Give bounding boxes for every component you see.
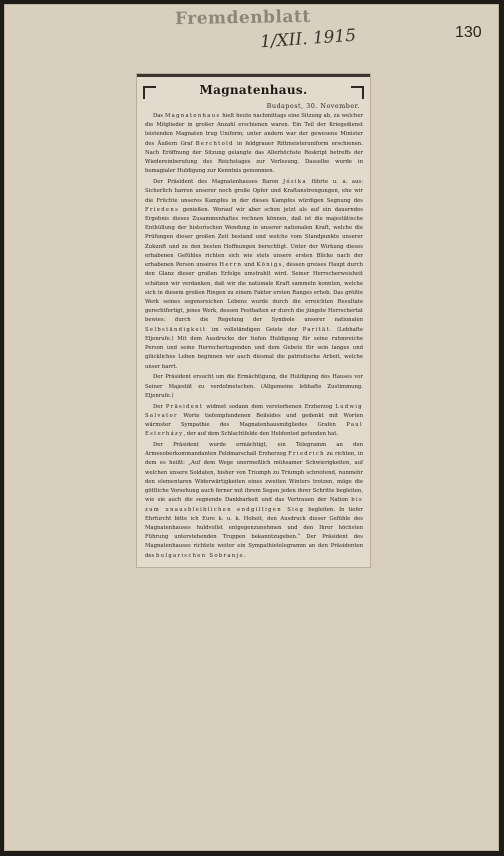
clipping-top-rule — [137, 74, 370, 77]
handwritten-date: 1/XII. 1915 — [259, 25, 357, 53]
archive-sheet — [4, 4, 499, 851]
text-run: Der Präsident ersucht um die Ermächtigung, die Huldigung des Hauses vor Seiner Majestät zu verdolmetschen. (Allgemeine lebhafte Zustimmung. Eljenrufe.) — [145, 374, 363, 399]
page-number: 130 — [455, 24, 482, 41]
text-run: begleiten. In tiefer Ehrfurcht bitte ich Eure k. u. k. Hoheit, den Ausdruck dieser Gefühle des Magnatenhauses huldvollst entgegenzunehmen und den Ihrer höchsten Führung unterstehenden Truppen bekanntzugeben.“ Der Präsident des Magnatenhauses richtete weiter ein Sympathietelegramm an den Präsidenten des — [145, 506, 363, 559]
article-dateline: Budapest, 30. November. — [266, 102, 360, 110]
spaced-emphasis: bis zum unausbleiblichen endgiltigen Sieg — [145, 497, 363, 513]
spaced-emphasis: Königs — [256, 262, 283, 269]
text-run: Der Präsident wurde ermächtigt, ein Telegramm an den Armeeoberkommandanten Feldmarschall Erzherzog — [145, 442, 363, 458]
text-run: zu richten, in dem es heißt: „Auf dem Wege unermeßlich mühsamer Schwierigkeiten, auf welchen unsere Soldaten, bisher von Triumph zu Triumph schreitend, nunmehr den elementaren Widerwärtigkeiten eines zweiten Winters trotzen, möge die göttliche Vorsehung auch ferner mit ihrem Segen jeden ihrer Schritte begleiten, wie sie auch die segnende Dankbarkeit und das Vertrauen der Nation — [145, 451, 363, 504]
text-run: widmet sodann dem verstorbenen Erzherzog — [203, 403, 336, 410]
spaced-emphasis: Jósika — [282, 179, 307, 186]
text-run: . — [243, 552, 246, 559]
text-run: , der auf dem Schlachtfelde den Heldentod gefunden hat. — [183, 431, 339, 438]
text-run: führte u. a. aus: Sicherlich harren unserer noch große Opfer und Kraftanstrengungen, ehe wir die Früchte unseres Kampfes in der dieses Kampfes würdigen Segnung des — [145, 179, 363, 204]
newspaper-stamp: Fremdenblatt — [174, 6, 311, 30]
text-run: im vollständigen Geiste der — [206, 326, 303, 333]
spaced-emphasis: Paul Esterházy — [145, 422, 363, 438]
article-paragraph — [145, 441, 363, 561]
article-paragraph — [145, 178, 363, 372]
spaced-emphasis: Präsident — [165, 403, 204, 410]
text-run: , dessen greises Haupt durch den Glanz dieser großen Erfolge umstrahlt wird. Seiner Herrscherweisheit schätzen wir verdanken, daß wir die nationale Kraft sammeln konnten, welche sich in diesem großen Ringen zu einem Faktor ersten Ranges erhob. Das größte Werk seines segensreichen Lebens wurde durch die erreichten Resultate gerechtfertigt, jenes Werk, dessen Festhalten er durch die jüngste Herrschertat bewies: durch die Regelung der Symbole unserer nationalen — [145, 262, 363, 324]
spaced-emphasis: Ludwig Salvator — [145, 403, 363, 419]
text-run: und — [242, 262, 257, 269]
article-body — [145, 112, 363, 563]
article-headline: Magnatenhaus. — [199, 83, 308, 97]
text-run: Worte tiefempfundenen Beileides und gedenkt mit Worten wärmster Sympathie des Magnatenhausmitgliedes Grafen — [145, 412, 363, 428]
newspaper-clipping — [136, 73, 371, 568]
spaced-emphasis: Friedens — [145, 206, 180, 213]
text-run: genießen. Worauf wir aber schon jetzt als auf ein dauerndes Ergebnis dieses Zusammenhaltes rechnen können, daß ist die majestätische Enthüllung der historischen Wendung in unserer nationalen Kraft, welche die Prüfungen dieser großen Zeit bestand und welche vom Standpunkte unserer Zukunft und zu den besten Hoffnungen berechtigt. Unter der Wirkung dieses erhabenen Gefühles richten sich wie stets unsere ersten Blicke nach der erhabenen Person unseres — [145, 206, 363, 269]
spaced-emphasis: Friedrich — [288, 451, 325, 458]
text-run: Das — [153, 113, 165, 119]
article-paragraph — [145, 403, 363, 440]
article-paragraph — [145, 112, 363, 177]
spaced-emphasis: Berchtold — [195, 140, 234, 147]
spaced-emphasis: Parität — [302, 326, 330, 333]
text-run: in feldgrauer Rittmeisteruniform erschienen. Nach Eröffnung der Sitzung gelangte das Allerhöchste Reskript betreffs der Wiedereinberufung des Reichstages zur Verlesung. Dasselbe wurde in homagialer Huldigung zur Kenntnis genommen. — [145, 140, 363, 175]
spaced-emphasis: Magnatenhaus — [164, 113, 221, 119]
spaced-emphasis: Herrn — [219, 262, 243, 269]
text-run: Der — [153, 403, 166, 410]
text-run: . (Lebhafte Eljenrufe.) Mit dem Ausdrucke der tiefen Huldigung für seine ruhmreiche Person und seine Herrschertugenden und dem Gebete für sein langes und glückliches Leben beginnen wir auch diesmal die patriotische Arbeit, welche unser harrt. — [145, 326, 363, 370]
spaced-emphasis: Selbständigkeit — [145, 326, 207, 333]
article-paragraph — [145, 373, 363, 401]
spaced-emphasis: bulgarischen Sobranje — [155, 552, 244, 559]
text-run: hielt heute nachmittags eine Sitzung ab, zu welcher die Mitglieder in großer Anzahl erschienen waren. Ein Teil der Kriegsdienst leistenden Magnaten trug Uniform; unter andern war der gewesene Minister des Äußern Graf — [145, 113, 363, 147]
text-run: Der Präsident des Magnatenhauses Baron — [153, 179, 283, 186]
